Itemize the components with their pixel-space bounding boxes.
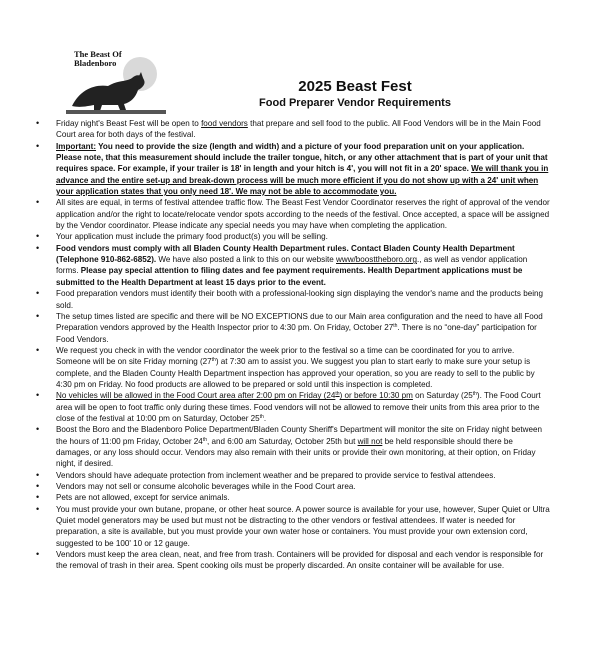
requirement-text: Vendors should have adequate protection from inclement weather and be prepared to provide service to festival attendees. — [56, 470, 496, 480]
requirement-text: Your application must include the primary food product(s) you will be selling. — [56, 232, 328, 242]
requirement-text: be held responsible should there be damages, or any loss should occur. Vendors may also remain with their units or provide their own monitoring, at their option, on Friday night, if desired. — [56, 436, 536, 469]
requirement-text: th — [259, 413, 264, 420]
requirement-text: We have also posted a link to this on our website — [156, 255, 336, 265]
requirement-text: , and 6:00 am Saturday, October 25th but — [207, 436, 358, 446]
requirement-text: on Saturday (25 — [412, 391, 473, 401]
requirement-text: food vendors — [201, 119, 248, 128]
requirement-text: ., as well as vendor application forms. — [56, 255, 528, 276]
requirement-text: th — [335, 391, 340, 398]
requirement-item — [36, 390, 550, 424]
requirement-text: ). The Food Court area will be open to foot traffic only during these times. Food vendors will not be allowed to remove their units from this area prior to the close of the festival at 10:00 pm on Saturday, October 25 — [56, 391, 541, 423]
requirement-item — [36, 311, 550, 345]
requirement-text: Vendors must keep the area clean, neat, and free from trash. Containers will be provided for disposal and each vendor is responsible for the removal of trash in their area. Spent cooking oils must be properly discarded. An onsite container will be available for use. — [56, 550, 544, 571]
requirement-item — [36, 504, 550, 549]
requirement-text: th — [202, 436, 207, 443]
requirement-text: www/boosttheboro.org — [336, 255, 417, 265]
requirement-text: Vendors may not sell or consume alcoholic beverages while in the Food Court area. — [56, 482, 356, 491]
requirement-text: All sites are equal, in terms of festival attendee traffic flow. The Beast Fest Vendor Coordinator reserves the right of approval of the vendor application and/or the right to locate/relocate vendor spots according to the needs of the festival. Once accepted, a space will be assigned by the Vendor coordinator. Please indicate any special needs you may have when completing the application. — [56, 198, 550, 231]
requirement-item — [36, 424, 550, 469]
requirement-text: . There is no “one-day” participation for Food Vendors. — [56, 323, 537, 344]
requirement-text: We will thank you in advance and the entire set-up and break-down process will be much more efficient if you do not show up with a 24' unit when your application states that you only need 18'. We may not be able to accommodate you. — [56, 164, 549, 197]
requirement-text: Please pay special attention to filing dates and fee payment requirements. Health Department applications must be submitted to the Health Department at least 15 days prior to the event. — [56, 266, 523, 287]
page-subtitle: Food Preparer Vendor Requirements — [259, 97, 451, 109]
requirement-item — [36, 243, 550, 288]
requirement-text: Important: — [56, 141, 97, 151]
requirement-item — [36, 197, 550, 231]
requirement-item — [36, 288, 550, 311]
requirement-item — [36, 481, 550, 492]
logo-line-1: The Beast Of — [74, 49, 122, 59]
requirement-text: Pets are not allowed, except for service animals. — [56, 493, 230, 503]
requirement-text: Boost the Boro and the Bladenboro Police Department/Bladen County Sheriff's Department will monitor the site on Friday night between the hours of 11:00 pm Friday, October 24 — [56, 425, 542, 446]
requirement-item — [36, 141, 550, 198]
requirement-text: ) at 7:30 am to assist you. We suggest you plan to start early to make sure your setup is complete, and the Bladen County Health Department inspection has approved your operation, so you are ready to sell to the public by 4:30 pm on Friday. No food products are allowed to be prepared or sold until this inspection is completed. — [56, 357, 535, 389]
requirement-text: No vehicles will be allowed in the Food Court area after 2:00 pm on Friday (24 — [56, 391, 336, 401]
requirement-text: th — [472, 391, 477, 398]
page-title: 2025 Beast Fest — [298, 78, 412, 95]
requirement-text: will not — [357, 436, 383, 446]
logo-text — [74, 50, 134, 68]
logo-line-2: Bladenboro — [74, 58, 117, 68]
requirement-item — [36, 492, 550, 503]
requirement-text: We request you check in with the vendor coordinator the week prior to the festival so a time can be coordinated for you to arrive. Someone will be on site Friday morning (27 — [56, 345, 515, 367]
requirement-item — [36, 549, 550, 572]
requirements-list — [36, 118, 550, 572]
requirement-text: The setup times listed are specific and there will be NO EXCEPTIONS due to our Main area configuration and the need to have all Food Preparation vendors approved by the Health Inspector prior to 4:30 pm. On Friday, October 27 — [56, 311, 543, 333]
requirement-text: You must provide your own butane, propane, or other heat source. A power source is available for your use, however, Super Quiet or Ultra Quiet model generators may be used but must not be distracting to the other vendors or festival attendees. If water is needed for preparation, a site is available, but you must provide your own water hose or containers. You must provide your own extension cord, suggested to be 100' 10 or 12 gauge. — [56, 504, 550, 548]
requirement-item — [36, 345, 550, 390]
requirement-item — [36, 118, 550, 141]
requirement-item — [36, 470, 550, 481]
requirement-text: . — [263, 413, 267, 423]
requirement-text: th — [211, 357, 216, 364]
requirement-text: th — [393, 323, 398, 330]
requirement-text: Food preparation vendors must identify their booth with a professional-looking sign displaying the vendor's name and the products being sold. — [56, 289, 544, 310]
requirement-text: You need to provide the size (length and width) and a picture of your food preparation unit on your application. Please note, that this measurement should include the trailer tongue, hitch, or any other attachment that is part of your unit that requires space. For example, if your trailer is 18' in length and your hitch is 4', you will not fit in a 20' space. — [56, 141, 548, 174]
requirement-text: ) or before 10:30 pm — [339, 391, 413, 401]
requirement-text: that prepare and sell food to the public. All Food Vendors will be in the Main Food Court area for both days of the festival. — [56, 119, 541, 140]
requirement-text: Friday night's Beast Fest will be open to — [56, 119, 202, 128]
requirement-text: Food vendors must comply with all Bladen County Health Department rules. Contact Bladen County Health Department (Telephone 910-862-6852). — [56, 243, 515, 265]
requirement-item — [36, 231, 550, 242]
